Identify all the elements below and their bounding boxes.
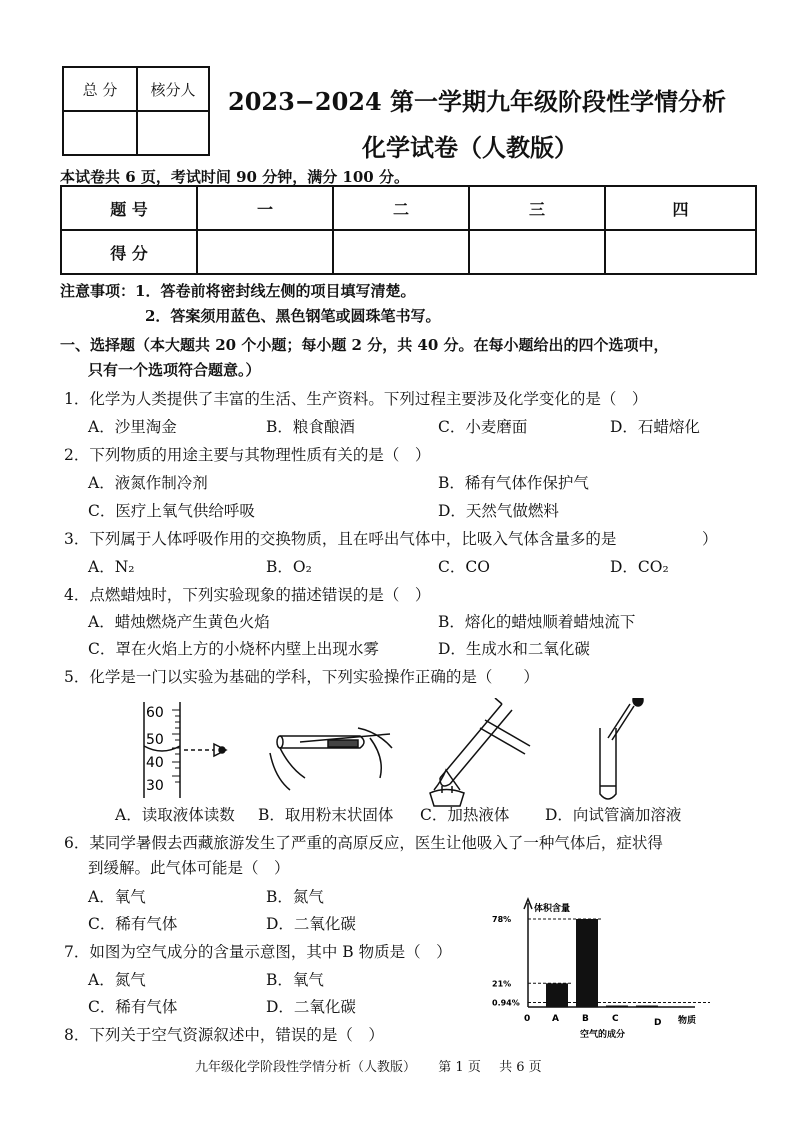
q2-option-b[interactable]: B．稀有气体作保护气 bbox=[438, 474, 589, 492]
air-composition-chart bbox=[490, 895, 710, 1045]
question-3-tail: ） bbox=[702, 530, 718, 548]
checker-cell[interactable] bbox=[137, 111, 209, 155]
checker-label: 核分人 bbox=[137, 67, 209, 111]
chart-origin-label: 0 bbox=[524, 1014, 531, 1024]
q5-option-b[interactable]: B．取用粉末状固体 bbox=[258, 806, 394, 824]
chart-category-label: C bbox=[612, 1014, 619, 1024]
question-6: 6．某同学暑假去西藏旅游发生了严重的高原反应，医生让他吸入了一种气体后，症状得 bbox=[64, 834, 663, 852]
score-table bbox=[60, 185, 757, 275]
dropper-test-tube-icon bbox=[600, 698, 643, 799]
chart-category-label: D bbox=[654, 1018, 662, 1028]
question-4: 4．点燃蜡烛时，下列实验现象的描述错误的是（ ） bbox=[64, 586, 431, 604]
q6-option-c[interactable]: C．稀有气体 bbox=[88, 915, 178, 933]
q7-option-d[interactable]: D．二氧化碳 bbox=[266, 998, 356, 1016]
chart-category-label: A bbox=[552, 1014, 559, 1024]
notes-item-2: 2．答案须用蓝色、黑色钢笔或圆珠笔书写。 bbox=[145, 307, 441, 325]
chart-caption: 空气的成分 bbox=[580, 1030, 626, 1040]
q3-option-b[interactable]: B．O₂ bbox=[266, 558, 312, 576]
cylinder-tick-60: 60 bbox=[146, 705, 164, 721]
q1-option-a[interactable]: A．沙里淘金 bbox=[88, 418, 177, 436]
section-one-heading-2: 只有一个选项符合题意。） bbox=[88, 361, 261, 379]
q1-option-d[interactable]: D．石蜡熔化 bbox=[610, 418, 700, 436]
q3-option-c[interactable]: C．CO bbox=[438, 558, 490, 576]
exam-intro: 本试卷共 6 页，考试时间 90 分钟，满分 100 分。 bbox=[60, 168, 409, 186]
chart-bar-c bbox=[606, 1006, 628, 1008]
score-cell-2[interactable] bbox=[333, 230, 469, 274]
q6-option-d[interactable]: D．二氧化碳 bbox=[266, 915, 356, 933]
horizontal-test-tube-icon bbox=[270, 728, 392, 790]
score-cell-1[interactable] bbox=[197, 230, 333, 274]
q4-option-a[interactable]: A．蜡烛燃烧产生黄色火焰 bbox=[88, 613, 270, 631]
q2-option-a[interactable]: A．液氮作制冷剂 bbox=[88, 474, 208, 492]
q6-option-b[interactable]: B．氮气 bbox=[266, 888, 324, 906]
q4-option-c[interactable]: C．罩在火焰上方的小烧杯内壁上出现水雾 bbox=[88, 640, 379, 658]
q5-option-c[interactable]: C．加热液体 bbox=[420, 806, 510, 824]
footer-title: 九年级化学阶段性学情分析（人教版） bbox=[195, 1060, 417, 1075]
q5-option-d[interactable]: D．向试管滴加溶液 bbox=[545, 806, 682, 824]
q1-option-c[interactable]: C．小麦磨面 bbox=[438, 418, 528, 436]
notes-item-1: 注意事项：1．答卷前将密封线左侧的项目填写清楚。 bbox=[60, 282, 416, 300]
q2-option-d[interactable]: D．天然气做燃料 bbox=[438, 502, 559, 520]
question-8: 8．下列关于空气资源叙述中，错误的是（ ） bbox=[64, 1026, 384, 1044]
chart-ylabel: 体积含量 bbox=[534, 904, 571, 914]
q7-option-b[interactable]: B．氧气 bbox=[266, 971, 324, 989]
question-number-header: 题 号 bbox=[61, 186, 197, 230]
total-score-cell[interactable] bbox=[63, 111, 137, 155]
chart-bar-b bbox=[576, 919, 598, 1007]
footer-page: 第 1 页 bbox=[438, 1060, 481, 1075]
section-one-heading: 一、选择题（本大题共 20 个小题；每小题 2 分，共 40 分。在每小题给出的四个选项中， bbox=[60, 336, 669, 354]
cylinder-tick-40: 40 bbox=[146, 755, 164, 771]
experiment-illustrations bbox=[130, 698, 730, 808]
section-four-header: 四 bbox=[605, 186, 756, 230]
q5-option-a[interactable]: A．读取液体读数 bbox=[115, 806, 235, 824]
chart-category-label: B bbox=[582, 1014, 589, 1024]
question-5: 5．化学是一门以实验为基础的学科，下列实验操作正确的是（ ） bbox=[64, 668, 539, 686]
section-one-header: 一 bbox=[197, 186, 333, 230]
chart-bar-d bbox=[636, 1006, 658, 1008]
score-cell-4[interactable] bbox=[605, 230, 756, 274]
chart-ytick-label: 78% bbox=[492, 915, 512, 924]
chart-ytick-label: 0.94% bbox=[492, 998, 520, 1008]
q2-option-c[interactable]: C．医疗上氧气供给呼吸 bbox=[88, 502, 255, 520]
page-title: 2023−2024 第一学期九年级阶段性学情分析 bbox=[228, 87, 727, 116]
question-7: 7．如图为空气成分的含量示意图，其中 B 物质是（ ） bbox=[64, 943, 452, 961]
section-three-header: 三 bbox=[469, 186, 605, 230]
score-row-label: 得 分 bbox=[61, 230, 197, 274]
page-subtitle: 化学试卷（人教版） bbox=[362, 133, 578, 162]
chart-ytick-label: 21% bbox=[492, 979, 512, 989]
q1-option-b[interactable]: B．粮食酿酒 bbox=[266, 418, 355, 436]
section-two-header: 二 bbox=[333, 186, 469, 230]
q3-option-a[interactable]: A．N₂ bbox=[88, 558, 135, 576]
cylinder-tick-50: 50 bbox=[146, 732, 164, 748]
q6-option-a[interactable]: A．氧气 bbox=[88, 888, 146, 906]
alcohol-lamp-heating-icon bbox=[430, 698, 530, 806]
question-3: 3．下列属于人体呼吸作用的交换物质，且在呼出气体中，比吸入气体含量多的是 bbox=[64, 530, 617, 548]
q4-option-d[interactable]: D．生成水和二氧化碳 bbox=[438, 640, 590, 658]
question-6-cont: 到缓解。此气体可能是（ ） bbox=[88, 859, 290, 877]
footer bbox=[195, 1056, 542, 1075]
cylinder-tick-30: 30 bbox=[146, 778, 164, 794]
question-1: 1．化学为人类提供了丰富的生活、生产资料。下列过程主要涉及化学变化的是（ ） bbox=[64, 390, 648, 408]
q4-option-b[interactable]: B．熔化的蜡烛顺着蜡烛流下 bbox=[438, 613, 636, 631]
q7-option-a[interactable]: A．氮气 bbox=[88, 971, 146, 989]
question-2: 2．下列物质的用途主要与其物理性质有关的是（ ） bbox=[64, 446, 431, 464]
score-box bbox=[62, 66, 210, 156]
footer-total: 共 6 页 bbox=[499, 1060, 542, 1075]
total-score-label: 总 分 bbox=[63, 67, 137, 111]
score-cell-3[interactable] bbox=[469, 230, 605, 274]
q3-option-d[interactable]: D．CO₂ bbox=[610, 558, 669, 576]
q7-option-c[interactable]: C．稀有气体 bbox=[88, 998, 178, 1016]
chart-bar-a bbox=[546, 983, 568, 1007]
chart-xlabel: 物质 bbox=[678, 1016, 697, 1026]
